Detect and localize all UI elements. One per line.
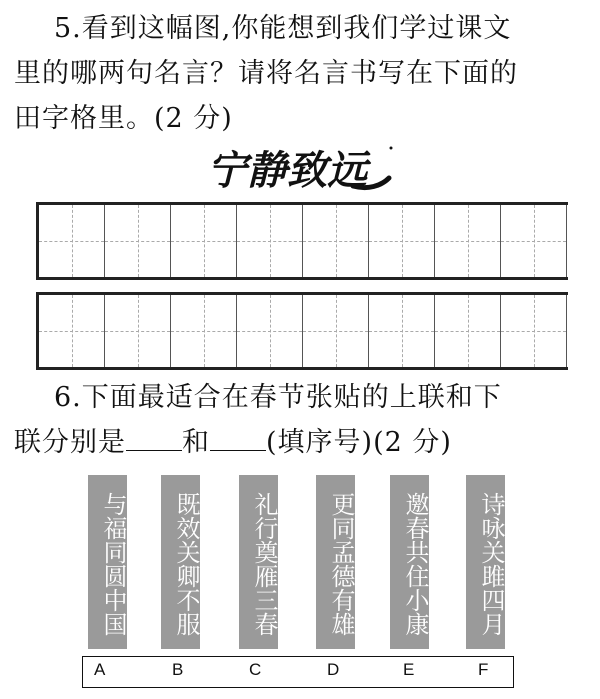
grid-cell[interactable] bbox=[369, 295, 435, 367]
option-label-a: A bbox=[94, 660, 106, 679]
answer-blank-2[interactable] bbox=[210, 426, 266, 451]
calligraphy-image bbox=[203, 140, 393, 196]
grid-cell[interactable] bbox=[435, 295, 501, 367]
grid-cell[interactable] bbox=[369, 205, 435, 277]
q5-line-2: 里的哪两句名言？请将名言书写在下面的 bbox=[14, 58, 518, 89]
q6-line-1: 6.下面最适合在春节张贴的上联和下 bbox=[54, 382, 502, 413]
writing-grid-row-2[interactable] bbox=[36, 292, 568, 370]
grid-cell[interactable] bbox=[303, 205, 369, 277]
question-6 bbox=[14, 375, 589, 465]
answer-blank-1[interactable] bbox=[126, 426, 182, 451]
grid-cell[interactable] bbox=[39, 295, 105, 367]
couplet-b: 既效关卿不服 bbox=[161, 475, 200, 649]
couplet-options bbox=[88, 475, 528, 650]
calligraphy-brush-icon bbox=[203, 140, 393, 196]
calligraphy-text: 宁静致远 bbox=[207, 147, 367, 194]
couplet-d: 更同孟德有雄 bbox=[316, 475, 355, 649]
q6-line-2-after: (填序号)(2 分) bbox=[266, 427, 452, 458]
grid-cell[interactable] bbox=[39, 205, 105, 277]
grid-cell[interactable] bbox=[303, 295, 369, 367]
grid-cell[interactable] bbox=[171, 205, 237, 277]
q6-line-2-before: 联分别是 bbox=[14, 427, 126, 458]
q6-line-2 bbox=[14, 420, 589, 465]
couplet-f: 诗咏关雎四月 bbox=[466, 475, 505, 649]
option-labels-box bbox=[82, 656, 514, 688]
option-label-d: D bbox=[327, 660, 340, 679]
q5-line-1: 5.看到这幅图,你能想到我们学过课文 bbox=[54, 13, 512, 44]
grid-cell[interactable] bbox=[105, 205, 171, 277]
option-label-b: B bbox=[172, 660, 184, 679]
q6-line-2-mid: 和 bbox=[182, 427, 210, 458]
grid-cell[interactable] bbox=[237, 295, 303, 367]
grid-cell[interactable] bbox=[237, 205, 303, 277]
option-label-e: E bbox=[403, 660, 415, 679]
couplet-c: 礼行奠雁三春 bbox=[239, 475, 278, 649]
option-label-f: F bbox=[478, 660, 489, 679]
writing-grid-row-1[interactable] bbox=[36, 202, 568, 280]
couplet-e: 邀春共住小康 bbox=[390, 475, 429, 649]
grid-cell[interactable] bbox=[105, 295, 171, 367]
grid-cell[interactable] bbox=[501, 205, 567, 277]
grid-cell[interactable] bbox=[501, 295, 567, 367]
option-label-c: C bbox=[249, 660, 262, 679]
q5-line-3: 田字格里。(2 分) bbox=[14, 103, 233, 134]
grid-cell[interactable] bbox=[171, 295, 237, 367]
grid-cell[interactable] bbox=[435, 205, 501, 277]
question-5 bbox=[14, 6, 589, 141]
couplet-a: 与福同圆中国 bbox=[88, 475, 127, 649]
